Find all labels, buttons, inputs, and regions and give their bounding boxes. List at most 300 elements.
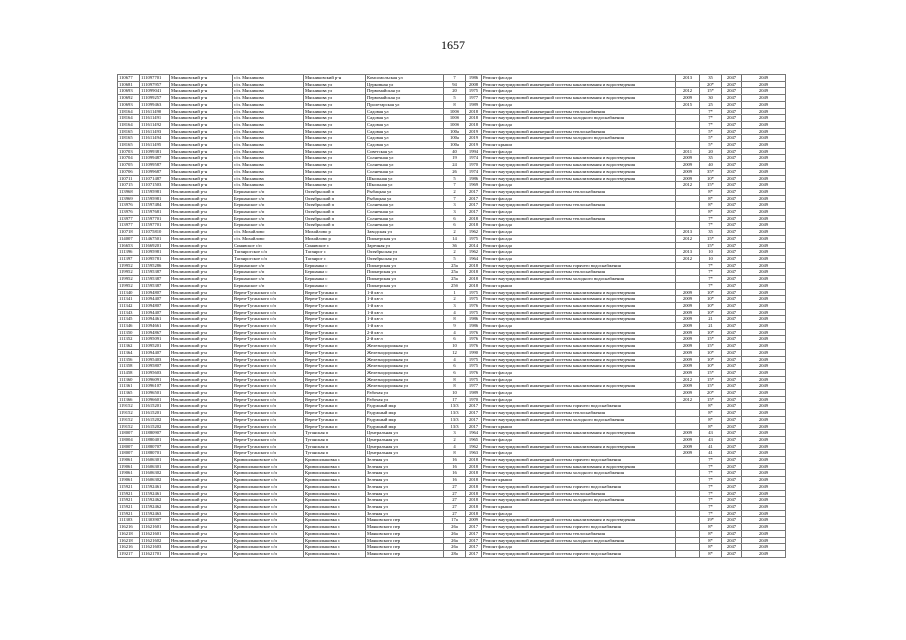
cell-plan-start-year: 2047 [722, 510, 742, 517]
cell-house-code: 111094661 [140, 323, 170, 330]
cell-district: Мясниковский р-н [170, 128, 233, 135]
cell-record-id: 118164 [118, 121, 140, 128]
cell-street: Зеленая ул [366, 510, 444, 517]
cell-work-type: Ремонт фасада [482, 369, 676, 376]
cell-house-number: 4 [444, 309, 466, 316]
cell-settlement: Вереи-Туганского с/п [233, 410, 304, 417]
table-row [118, 121, 786, 128]
table-row [118, 168, 786, 175]
cell-district: Мясниковский р-н [170, 142, 233, 149]
cell-house-code: 111595981 [140, 188, 170, 195]
cell-last-repair-year: 2009 [676, 302, 700, 309]
cell-wear-percent: 25 [700, 101, 722, 108]
cell-plan-end-year: 2049 [742, 296, 786, 303]
cell-house-code: 111606302 [140, 470, 170, 477]
cell-locality: Кривошлыковка с [304, 470, 366, 477]
cell-wear-percent: 8* [700, 524, 722, 531]
cell-district: Неклиновский р-н [170, 209, 233, 216]
cell-build-year: 2018 [466, 282, 482, 289]
cell-locality: Кривошлыковка с [304, 550, 366, 557]
cell-street: Пионерская ул [366, 269, 444, 276]
cell-district: Мясниковский р-н [170, 95, 233, 102]
cell-plan-end-year: 2049 [742, 229, 786, 236]
cell-last-repair-year [676, 135, 700, 142]
cell-last-repair-year: 2009 [676, 309, 700, 316]
table-row [118, 410, 786, 417]
cell-street: Садовая ул [366, 135, 444, 142]
cell-house-number: 2 [444, 188, 466, 195]
cell-wear-percent: 7* [700, 463, 722, 470]
table-row [118, 477, 786, 484]
cell-house-number: 5 [444, 175, 466, 182]
cell-record-id: 119217 [118, 550, 140, 557]
cell-house-number: 8 [444, 316, 466, 323]
cell-house-number: 26 [444, 168, 466, 175]
cell-district: Мясниковский р-н [170, 101, 233, 108]
cell-street: Зеленая ул [366, 463, 444, 470]
cell-locality: Бершанка с [304, 269, 366, 276]
cell-settlement: с/п. Мясникова [233, 175, 304, 182]
cell-locality: Вереи-Туганка п [304, 336, 366, 343]
table-row [118, 222, 786, 229]
cell-district: Мясниковский р-н [170, 182, 233, 189]
cell-house-number: 17а [444, 517, 466, 524]
cell-plan-start-year: 2047 [722, 396, 742, 403]
cell-build-year: 2018 [466, 504, 482, 511]
cell-plan-end-year: 2049 [742, 343, 786, 350]
cell-street: 1-й кв-л [366, 309, 444, 316]
table-row [118, 530, 786, 537]
cell-last-repair-year: 2009 [676, 369, 700, 376]
cell-locality: Туганская п [304, 443, 366, 450]
cell-last-repair-year: 2011 [676, 148, 700, 155]
cell-last-repair-year [676, 403, 700, 410]
cell-build-year: 1976 [466, 302, 482, 309]
cell-last-repair-year [676, 108, 700, 115]
table-row [118, 463, 786, 470]
cell-house-number: 16 [444, 477, 466, 484]
cell-wear-percent: 15* [700, 242, 722, 249]
cell-locality: Октябрьский п [304, 215, 366, 222]
cell-street: Зеленая ул [366, 477, 444, 484]
cell-settlement: Бершанское с/п [233, 276, 304, 283]
cell-last-repair-year [676, 457, 700, 464]
cell-district: Неклиновский р-н [170, 329, 233, 336]
cell-last-repair-year [676, 269, 700, 276]
cell-build-year: 1964 [466, 430, 482, 437]
cell-house-code: 111099487 [140, 155, 170, 162]
cell-record-id: 115921 [118, 510, 140, 517]
cell-house-code: 111595387 [140, 276, 170, 283]
cell-work-type: Ремонт внутридомовой инженерной системы канализования и водоотведения [482, 302, 676, 309]
cell-settlement: Бершанское с/п [233, 202, 304, 209]
cell-last-repair-year [676, 142, 700, 149]
cell-work-type: Ремонт фасада [482, 195, 676, 202]
cell-wear-percent: 7* [700, 497, 722, 504]
cell-street: Садовая ул [366, 121, 444, 128]
cell-plan-end-year: 2049 [742, 135, 786, 142]
cell-plan-start-year: 2047 [722, 262, 742, 269]
cell-house-code: 111621601 [140, 524, 170, 531]
cell-record-id: 118165 [118, 142, 140, 149]
cell-work-type: Ремонт внутридомовой инженерной системы горячего водоснабжения [482, 262, 676, 269]
cell-build-year: 2017 [466, 188, 482, 195]
cell-build-year: 2018 [466, 262, 482, 269]
cell-work-type: Ремонт фасада [482, 235, 676, 242]
cell-plan-end-year: 2049 [742, 316, 786, 323]
cell-street: Зеленая ул [366, 457, 444, 464]
table-row [118, 255, 786, 262]
cell-locality: Кривошлыковка с [304, 544, 366, 551]
cell-work-type: Ремонт крыши [482, 504, 676, 511]
cell-settlement: Кривошлыковское с/п [233, 504, 304, 511]
cell-build-year: 2017 [466, 544, 482, 551]
cell-settlement: с/п. Мясникова [233, 88, 304, 95]
cell-wear-percent: 7* [700, 477, 722, 484]
cell-house-code: 111615201 [140, 410, 170, 417]
table-body [118, 75, 786, 558]
cell-district: Неклиновский р-н [170, 188, 233, 195]
cell-record-id: 111458 [118, 369, 140, 376]
cell-house-number: 3 [444, 302, 466, 309]
cell-house-code: 111880401 [140, 436, 170, 443]
cell-record-id: 110711 [118, 175, 140, 182]
cell-work-type: Ремонт внутридомовой инженерной системы канализования и водоотведения [482, 81, 676, 88]
cell-district: Неклиновский р-н [170, 376, 233, 383]
cell-last-repair-year [676, 81, 700, 88]
cell-locality: Мясникова ул [304, 88, 366, 95]
cell-work-type: Ремонт фасада [482, 396, 676, 403]
cell-wear-percent: 8* [700, 410, 722, 417]
cell-locality: Михайлово р [304, 235, 366, 242]
cell-locality: Кривошлыковка с [304, 537, 366, 544]
cell-plan-start-year: 2047 [722, 249, 742, 256]
cell-house-code: 111094807 [140, 289, 170, 296]
cell-plan-end-year: 2049 [742, 537, 786, 544]
cell-house-code: 111095091 [140, 336, 170, 343]
cell-plan-end-year: 2049 [742, 309, 786, 316]
cell-district: Неклиновский р-н [170, 363, 233, 370]
cell-build-year: 1970 [466, 162, 482, 169]
cell-settlement: Бершанское с/п [233, 188, 304, 195]
cell-settlement: с/п. Мясникова [233, 128, 304, 135]
cell-wear-percent: 41 [700, 450, 722, 457]
cell-locality: Вереи-Туганка п [304, 410, 366, 417]
cell-plan-start-year: 2047 [722, 336, 742, 343]
cell-wear-percent: 15* [700, 376, 722, 383]
cell-wear-percent: 43 [700, 430, 722, 437]
cell-settlement: Вереи-Туганского с/п [233, 436, 304, 443]
cell-record-id: 111366 [118, 396, 140, 403]
cell-house-number: 16 [444, 470, 466, 477]
cell-settlement: Кривошлыковское с/п [233, 463, 304, 470]
cell-wear-percent: 21 [700, 323, 722, 330]
cell-plan-start-year: 2047 [722, 416, 742, 423]
cell-street: 1-й кв-л [366, 289, 444, 296]
table-row [118, 483, 786, 490]
cell-record-id: 119061 [118, 477, 140, 484]
cell-build-year: 2019 [466, 142, 482, 149]
table-row [118, 289, 786, 296]
cell-district: Неклиновский р-н [170, 470, 233, 477]
cell-last-repair-year [676, 423, 700, 430]
cell-plan-end-year: 2049 [742, 470, 786, 477]
cell-last-repair-year: 2012 [676, 396, 700, 403]
cell-locality: Мясникова ул [304, 115, 366, 122]
cell-record-id: 115921 [118, 490, 140, 497]
cell-house-code: 111467501 [140, 235, 170, 242]
cell-house-code: 111669201 [140, 242, 170, 249]
cell-house-number: 16 [444, 463, 466, 470]
cell-record-id: 113977 [118, 222, 140, 229]
cell-house-code: 111595387 [140, 282, 170, 289]
cell-settlement: с/п. Мясникова [233, 155, 304, 162]
cell-last-repair-year: 2013 [676, 229, 700, 236]
cell-last-repair-year: 2009 [676, 296, 700, 303]
cell-build-year: 2008 [466, 81, 482, 88]
cell-work-type: Ремонт внутридомовой инженерной системы холодного водоснабжения [482, 416, 676, 423]
cell-street: Октябрьская ул [366, 255, 444, 262]
cell-wear-percent: 10* [700, 302, 722, 309]
table-row [118, 430, 786, 437]
cell-wear-percent: 10 [700, 255, 722, 262]
cell-record-id: 111396 [118, 249, 140, 256]
cell-house-number: 9 [444, 323, 466, 330]
cell-record-id: 111343 [118, 309, 140, 316]
cell-house-code: 111597681 [140, 209, 170, 216]
cell-district: Неклиновский р-н [170, 443, 233, 450]
cell-district: Неклиновский р-н [170, 276, 233, 283]
cell-district: Неклиновский р-н [170, 229, 233, 236]
cell-record-id: 110677 [118, 75, 140, 82]
cell-plan-start-year: 2047 [722, 95, 742, 102]
cell-last-repair-year: 2009 [676, 162, 700, 169]
cell-street: Пионерская ул [366, 276, 444, 283]
cell-work-type: Ремонт крыши [482, 423, 676, 430]
cell-house-number: 40 [444, 148, 466, 155]
cell-house-code: 111096091 [140, 376, 170, 383]
cell-plan-end-year: 2049 [742, 255, 786, 262]
cell-settlement: Кривошлыковское с/п [233, 537, 304, 544]
table-row [118, 162, 786, 169]
cell-district: Мясниковский р-н [170, 81, 233, 88]
cell-build-year: 2018 [466, 269, 482, 276]
cell-settlement: с/п. Мясникова [233, 142, 304, 149]
cell-last-repair-year: 2009 [676, 329, 700, 336]
cell-work-type: Ремонт внутридомовой инженерной системы холодного водоснабжения [482, 135, 676, 142]
cell-district: Неклиновский р-н [170, 302, 233, 309]
cell-last-repair-year: 2013 [676, 249, 700, 256]
cell-record-id: 118007 [118, 430, 140, 437]
cell-wear-percent: 10* [700, 296, 722, 303]
cell-house-number: 7 [444, 182, 466, 189]
cell-last-repair-year [676, 477, 700, 484]
cell-settlement: Бершанское с/п [233, 215, 304, 222]
cell-work-type: Ремонт внутридомовой инженерной системы канализования и водоотведения [482, 343, 676, 350]
cell-record-id: 111342 [118, 302, 140, 309]
cell-last-repair-year: 2012 [676, 376, 700, 383]
cell-wear-percent: 5* [700, 135, 722, 142]
cell-district: Неклиновский р-н [170, 343, 233, 350]
cell-plan-start-year: 2047 [722, 162, 742, 169]
cell-record-id: 110706 [118, 168, 140, 175]
cell-work-type: Ремонт фасада [482, 323, 676, 330]
cell-house-number: 20 [444, 88, 466, 95]
cell-district: Неклиновский р-н [170, 269, 233, 276]
cell-locality: Мясникова ул [304, 81, 366, 88]
cell-record-id: 110693 [118, 101, 140, 108]
cell-house-number: 8 [444, 101, 466, 108]
cell-settlement: Вереи-Туганского с/п [233, 336, 304, 343]
table-row [118, 510, 786, 517]
cell-last-repair-year [676, 530, 700, 537]
table-row [118, 316, 786, 323]
cell-locality: Мясникова ул [304, 168, 366, 175]
cell-wear-percent: 7* [700, 490, 722, 497]
cell-district: Мясниковский р-н [170, 155, 233, 162]
cell-plan-start-year: 2047 [722, 209, 742, 216]
cell-plan-start-year: 2047 [722, 242, 742, 249]
cell-settlement: Вереи-Туганского с/п [233, 302, 304, 309]
cell-house-number: 3 [444, 202, 466, 209]
cell-street: Центральная ул [366, 443, 444, 450]
cell-build-year: 1965 [466, 436, 482, 443]
cell-street: Центральная ул [366, 450, 444, 457]
cell-plan-end-year: 2049 [742, 101, 786, 108]
cell-street: Маяковского пер [366, 550, 444, 557]
cell-district: Неклиновский р-н [170, 296, 233, 303]
cell-plan-end-year: 2049 [742, 443, 786, 450]
cell-locality: Кривошлыковка с [304, 477, 366, 484]
cell-street: Рыбацкая ул [366, 195, 444, 202]
cell-house-number: 10 [444, 343, 466, 350]
cell-house-number: 26а [444, 524, 466, 531]
cell-street: Садовая ул [366, 115, 444, 122]
table-row [118, 229, 786, 236]
cell-last-repair-year: 2009 [676, 363, 700, 370]
cell-plan-start-year: 2047 [722, 142, 742, 149]
cell-work-type: Ремонт фасада [482, 229, 676, 236]
cell-settlement: Вереи-Туганского с/п [233, 430, 304, 437]
cell-plan-start-year: 2047 [722, 376, 742, 383]
cell-locality: Бершанка с [304, 262, 366, 269]
table-row [118, 396, 786, 403]
cell-work-type: Ремонт внутридомовой инженерной системы канализования и водоотведения [482, 155, 676, 162]
cell-settlement: Бершанское с/п [233, 222, 304, 229]
table-row [118, 504, 786, 511]
cell-work-type: Ремонт фасада [482, 121, 676, 128]
cell-district: Неклиновский р-н [170, 497, 233, 504]
cell-build-year: 2017 [466, 410, 482, 417]
cell-plan-start-year: 2047 [722, 81, 742, 88]
cell-build-year: 1969 [466, 182, 482, 189]
cell-house-code: 111099381 [140, 148, 170, 155]
cell-house-number: 10 [444, 390, 466, 397]
table-row [118, 135, 786, 142]
cell-plan-end-year: 2049 [742, 155, 786, 162]
cell-record-id: 111364 [118, 349, 140, 356]
cell-house-number: 14 [444, 235, 466, 242]
cell-plan-end-year: 2049 [742, 463, 786, 470]
cell-plan-end-year: 2049 [742, 376, 786, 383]
table-row [118, 517, 786, 524]
table-row [118, 336, 786, 343]
cell-locality: Октябрьский п [304, 188, 366, 195]
cell-build-year: 1986 [466, 323, 482, 330]
cell-house-number: 27 [444, 490, 466, 497]
cell-locality: Туганская п [304, 450, 366, 457]
cell-locality: Михайлово р [304, 229, 366, 236]
cell-district: Неклиновский р-н [170, 222, 233, 229]
cell-street: Зеленая ул [366, 483, 444, 490]
cell-last-repair-year: 2012 [676, 182, 700, 189]
table-row [118, 195, 786, 202]
cell-build-year: 2017 [466, 550, 482, 557]
cell-house-code: 111592462 [140, 497, 170, 504]
cell-street: Солнечная ул [366, 215, 444, 222]
cell-settlement: с/п. Михайлово [233, 235, 304, 242]
cell-house-code: 111099687 [140, 168, 170, 175]
cell-house-code: 111592463 [140, 510, 170, 517]
cell-build-year: 1975 [466, 363, 482, 370]
cell-wear-percent: 15* [700, 88, 722, 95]
cell-settlement: Таганрогское с/п [233, 249, 304, 256]
cell-settlement: Вереи-Туганского с/п [233, 323, 304, 330]
cell-wear-percent: 7* [700, 215, 722, 222]
cell-district: Неклиновский р-н [170, 390, 233, 397]
table-row [118, 390, 786, 397]
cell-street: Солнечная ул [366, 202, 444, 209]
cell-house-code: 111597701 [140, 215, 170, 222]
cell-district: Неклиновский р-н [170, 423, 233, 430]
cell-build-year: 2018 [466, 108, 482, 115]
cell-plan-start-year: 2047 [722, 108, 742, 115]
cell-settlement: Вереи-Туганского с/п [233, 289, 304, 296]
cell-plan-start-year: 2047 [722, 530, 742, 537]
cell-locality: Октябрьский п [304, 222, 366, 229]
cell-house-code: 111096501 [140, 390, 170, 397]
cell-house-number: 2 [444, 249, 466, 256]
cell-locality: Кривошлыковка с [304, 524, 366, 531]
cell-build-year: 1964 [466, 255, 482, 262]
cell-work-type: Ремонт внутридомовой инженерной системы канализования и водоотведения [482, 316, 676, 323]
cell-work-type: Ремонт фасада [482, 249, 676, 256]
table-row [118, 81, 786, 88]
cell-house-code: 111621602 [140, 537, 170, 544]
cell-district: Неклиновский р-н [170, 249, 233, 256]
cell-settlement: Вереи-Туганского с/п [233, 396, 304, 403]
cell-wear-percent: 5* [700, 128, 722, 135]
cell-build-year: 1990 [466, 349, 482, 356]
cell-record-id: 111397 [118, 255, 140, 262]
cell-wear-percent: 20 [700, 148, 722, 155]
cell-district: Неклиновский р-н [170, 396, 233, 403]
cell-street: Первомайская ул [366, 88, 444, 95]
cell-settlement: с/п. Мясникова [233, 108, 304, 115]
table-row [118, 537, 786, 544]
cell-locality: Мясникова ул [304, 142, 366, 149]
cell-house-number: 8 [444, 376, 466, 383]
cell-wear-percent: 5* [700, 142, 722, 149]
cell-district: Неклиновский р-н [170, 477, 233, 484]
cell-house-code: 111595387 [140, 269, 170, 276]
cell-last-repair-year [676, 537, 700, 544]
cell-settlement: Вереи-Туганского с/п [233, 443, 304, 450]
cell-last-repair-year [676, 222, 700, 229]
table-row [118, 276, 786, 283]
cell-plan-start-year: 2047 [722, 316, 742, 323]
cell-plan-start-year: 2047 [722, 463, 742, 470]
